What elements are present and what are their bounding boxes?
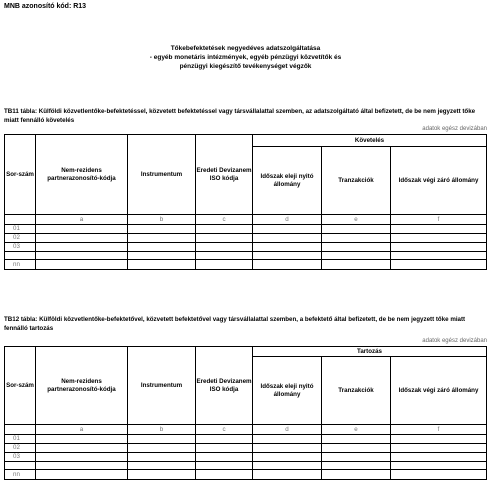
data-cell[interactable]: [128, 470, 196, 480]
letter-cell: b: [128, 215, 196, 225]
data-cell[interactable]: [253, 470, 322, 480]
data-cell[interactable]: [36, 470, 128, 480]
data-cell[interactable]: [36, 225, 128, 234]
letter-cell: a: [36, 425, 128, 435]
group-header-kovetelese: Követelés: [253, 135, 487, 147]
data-cell[interactable]: [196, 252, 253, 260]
col-header-currency: Eredeti Devizanem ISO kódja: [196, 347, 253, 425]
table-row: [5, 435, 487, 444]
letter-cell: f: [391, 425, 487, 435]
letter-cell: e: [322, 425, 391, 435]
col-header-currency: Eredeti Devizanem ISO kódja: [196, 135, 253, 215]
data-cell[interactable]: [128, 435, 196, 444]
data-cell[interactable]: [391, 462, 487, 470]
letter-cell: d: [253, 425, 322, 435]
data-cell[interactable]: [196, 435, 253, 444]
col-header-instrument: Instrumentum: [128, 347, 196, 425]
data-cell[interactable]: [196, 453, 253, 462]
row-number: 01: [5, 225, 36, 234]
table-row: [5, 444, 487, 453]
tb11-table: [4, 134, 487, 270]
row-number: 01: [5, 435, 36, 444]
data-cell[interactable]: [322, 444, 391, 453]
data-cell[interactable]: [128, 225, 196, 234]
letter-cell: a: [36, 215, 128, 225]
data-cell[interactable]: [196, 462, 253, 470]
row-number: [5, 462, 36, 470]
data-cell[interactable]: [36, 243, 128, 252]
col-header-sorszam: Sor-szám: [5, 347, 36, 425]
data-cell[interactable]: [391, 444, 487, 453]
letter-cell: [5, 215, 36, 225]
data-cell[interactable]: [196, 444, 253, 453]
table-row: [5, 252, 487, 260]
data-cell[interactable]: [253, 225, 322, 234]
letter-cell: [5, 425, 36, 435]
data-cell[interactable]: [128, 260, 196, 270]
tb11-title: TB11 tábla: Külföldi közvetlentőke-befektetéssel, közvetett befektetéssel vagy társvállalattal szemben, az adatszolgáltató által befizetett, de be nem jegyzett tőke miatt fennálló követelés: [4, 108, 476, 124]
row-number: [5, 252, 36, 260]
data-cell[interactable]: [36, 462, 128, 470]
data-cell[interactable]: [36, 260, 128, 270]
col-header-partner-code: Nem-rezidens partnerazonosító-kódja: [36, 135, 128, 215]
data-cell[interactable]: [253, 462, 322, 470]
col-header-opening: Időszak eleji nyitó állomány: [253, 357, 322, 425]
letter-cell: b: [128, 425, 196, 435]
letter-row: [5, 215, 487, 225]
row-number: nn: [5, 470, 36, 480]
report-title-line-2: - egyéb monetáris intézmények, egyéb pénzügyi közvetítők és: [149, 54, 342, 61]
data-cell[interactable]: [253, 234, 322, 243]
report-title-line-3: pénzügyi kiegészítő tevékenységet végzők: [179, 63, 312, 70]
data-cell[interactable]: [322, 252, 391, 260]
col-header-partner-code: Nem-rezidens partnerazonosító-kódja: [36, 347, 128, 425]
letter-row: [5, 425, 487, 435]
data-cell[interactable]: [391, 453, 487, 462]
data-cell[interactable]: [253, 444, 322, 453]
tb12-table: [4, 346, 487, 480]
data-cell[interactable]: [128, 453, 196, 462]
row-number: 03: [5, 243, 36, 252]
data-cell[interactable]: [391, 470, 487, 480]
row-number: 03: [5, 453, 36, 462]
data-cell[interactable]: [196, 470, 253, 480]
tb11-unit: adatok egész devizában: [422, 126, 487, 132]
data-cell[interactable]: [322, 435, 391, 444]
data-cell[interactable]: [36, 453, 128, 462]
data-cell[interactable]: [253, 252, 322, 260]
data-cell[interactable]: [391, 435, 487, 444]
tb12-title: TB12 tábla: Külföldi közvetlentőke-befektetővel, közvetett befektetővel vagy társvállalattal szemben, a befektető által befizetett, de be nem jegyzett tőke miatt fennálló tartozás: [4, 316, 466, 332]
col-header-transactions: Tranzakciók: [322, 357, 391, 425]
letter-cell: c: [196, 215, 253, 225]
data-cell[interactable]: [253, 453, 322, 462]
letter-cell: c: [196, 425, 253, 435]
row-number: nn: [5, 260, 36, 270]
letter-cell: f: [391, 215, 487, 225]
data-cell[interactable]: [391, 243, 487, 252]
letter-cell: e: [322, 215, 391, 225]
data-cell[interactable]: [253, 435, 322, 444]
data-cell[interactable]: [128, 243, 196, 252]
form-code: MNB azonosító kód: R13: [4, 3, 87, 10]
letter-cell: d: [253, 215, 322, 225]
col-header-opening: Időszak eleji nyitó állomány: [253, 147, 322, 215]
data-cell[interactable]: [196, 243, 253, 252]
data-cell[interactable]: [196, 234, 253, 243]
data-cell[interactable]: [128, 252, 196, 260]
data-cell[interactable]: [322, 234, 391, 243]
col-header-closing: Időszak végi záró állomány: [391, 357, 487, 425]
data-cell[interactable]: [128, 444, 196, 453]
data-cell[interactable]: [196, 260, 253, 270]
data-cell[interactable]: [391, 252, 487, 260]
tb12-unit: adatok egész devizában: [422, 338, 487, 344]
data-cell[interactable]: [253, 243, 322, 252]
table-row: [5, 243, 487, 252]
table-row: [5, 453, 487, 462]
report-title-line-1: Tőkebefektetések negyedéves adatszolgáltatása: [170, 45, 321, 52]
col-header-instrument: Instrumentum: [128, 135, 196, 215]
data-cell[interactable]: [322, 470, 391, 480]
table-row: [5, 234, 487, 243]
data-cell[interactable]: [322, 225, 391, 234]
data-cell[interactable]: [322, 260, 391, 270]
data-cell[interactable]: [36, 444, 128, 453]
data-cell[interactable]: [322, 243, 391, 252]
data-cell[interactable]: [128, 234, 196, 243]
table-row: [5, 462, 487, 470]
data-cell[interactable]: [391, 260, 487, 270]
data-cell[interactable]: [322, 462, 391, 470]
data-cell[interactable]: [128, 462, 196, 470]
data-cell[interactable]: [391, 225, 487, 234]
col-header-sorszam: Sor-szám: [5, 135, 36, 215]
col-header-closing: Időszak végi záró állomány: [391, 147, 487, 215]
table-row: [5, 260, 487, 270]
table-row: [5, 225, 487, 234]
table-row: [5, 470, 487, 480]
data-cell[interactable]: [36, 234, 128, 243]
data-cell[interactable]: [322, 453, 391, 462]
data-cell[interactable]: [36, 252, 128, 260]
row-number: 02: [5, 444, 36, 453]
data-cell[interactable]: [36, 435, 128, 444]
data-cell[interactable]: [253, 260, 322, 270]
data-cell[interactable]: [391, 234, 487, 243]
col-header-transactions: Tranzakciók: [322, 147, 391, 215]
data-cell[interactable]: [196, 225, 253, 234]
row-number: 02: [5, 234, 36, 243]
group-header-tartozas: Tartozás: [253, 347, 487, 357]
